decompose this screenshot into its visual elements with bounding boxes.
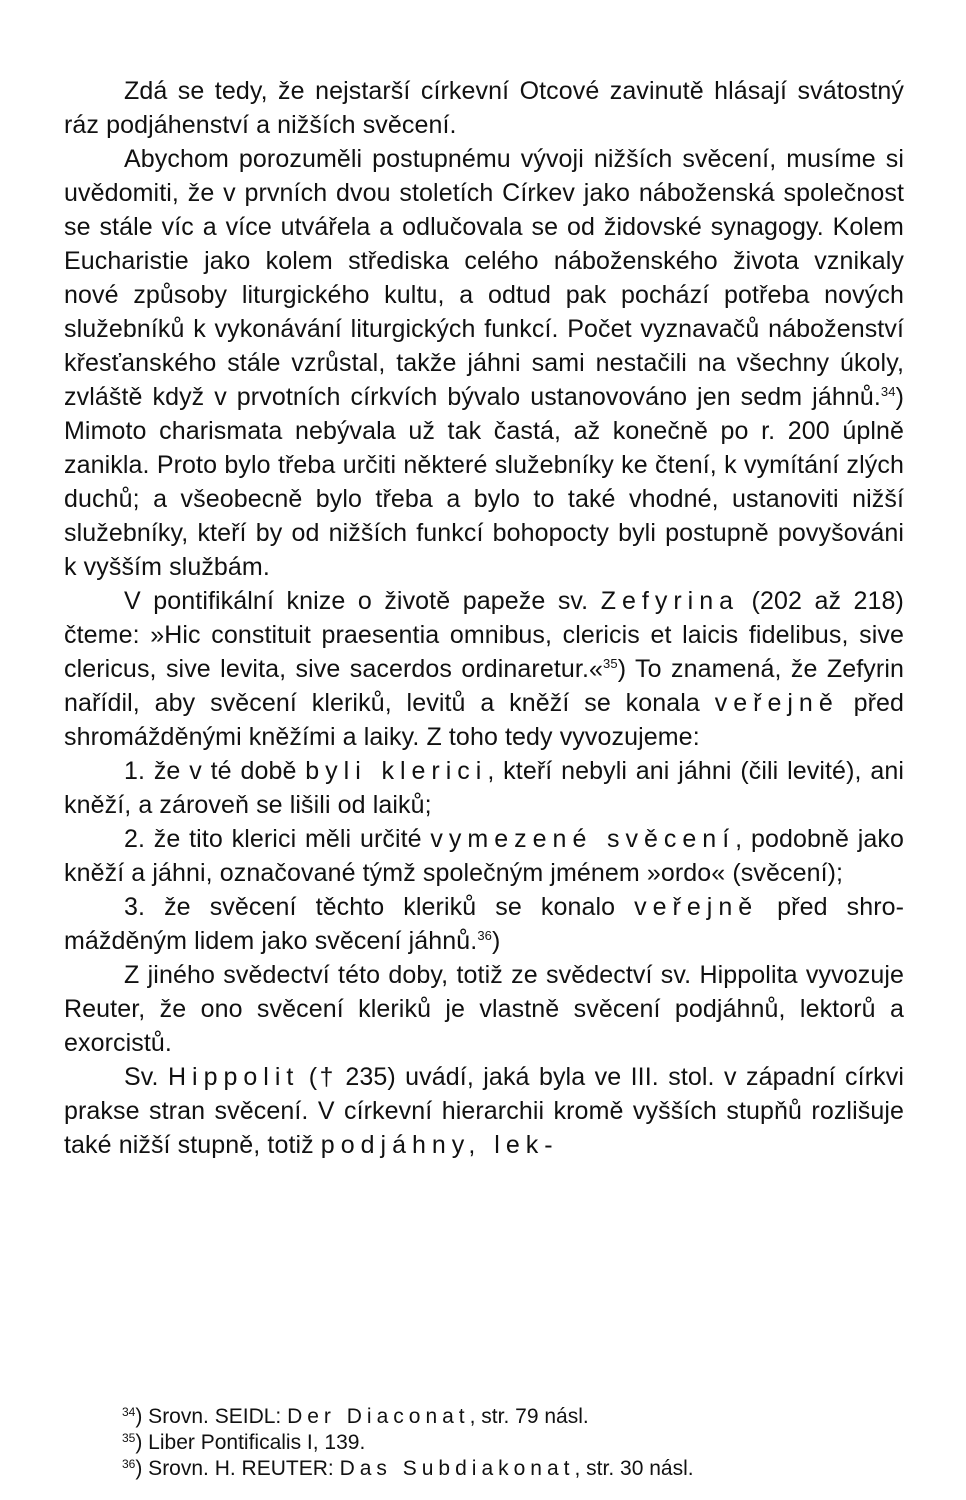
emphasized-text: Zefyrina — [600, 587, 740, 615]
text-run: , podobně jako kněží a jáhni, označované týmž společným jménem »ordo« (svěcení); — [64, 825, 904, 887]
footnote — [122, 1456, 882, 1482]
emphasized-text: vymezené svěcení — [430, 825, 736, 853]
text-run: ) Srovn. SEIDL: — [135, 1405, 288, 1428]
text-run: , kteří nebyli ani jáhni (čili levité), ani kněží, a zároveň se lišili od laiků; — [64, 757, 904, 819]
emphasized-text: Hippolit — [167, 1063, 300, 1091]
paragraph — [64, 74, 904, 142]
paragraph — [64, 1060, 904, 1162]
footnote-marker: 34 — [880, 384, 896, 399]
footnote-marker: 36 — [122, 1457, 136, 1471]
text-run: Zdá se tedy, že nejstarší církevní Otcové zavinutě hlásají svátostný ráz podjáhenství a nižších svěcení. — [64, 77, 904, 139]
paragraph — [64, 958, 904, 1060]
text-run: 3. že svěcení těchto kleriků se konalo — [124, 893, 635, 921]
text-run: Sv. — [124, 1063, 168, 1091]
list-item-1 — [64, 754, 904, 822]
text-run: ) Liber Pontificalis I, 139. — [135, 1431, 366, 1454]
list-item-2 — [64, 822, 904, 890]
text-run: před shromážděným lidem jako svěcení jáhnů. — [64, 893, 904, 955]
text-run: ) To znamená, že Zefyrin nařídil, aby svěcení kleriků, levitů a kněží se konala — [64, 655, 904, 717]
emphasized-text: Das Subdiakonat — [339, 1457, 575, 1480]
footnote — [122, 1430, 882, 1456]
emphasized-text: podjáhny, lek- — [320, 1131, 559, 1159]
text-run: 1. že v té době — [124, 757, 306, 785]
footnote-marker: 34 — [122, 1405, 136, 1419]
emphasized-text: byli klerici — [305, 757, 488, 785]
footnotes — [122, 1404, 882, 1482]
text-run: ) Srovn. H. REUTER: — [135, 1457, 340, 1480]
text-run: ) — [492, 927, 501, 955]
text-run: (202 až 218) čteme: »Hic constituit praesentia omnibus, clericis et laicis fidelibus, sive clericus, sive levita, sive sacerdos ordinaretur.« — [64, 587, 904, 683]
paragraph — [64, 584, 904, 754]
text-run: , str. 79 násl. — [469, 1405, 589, 1428]
footnote-marker: 36 — [477, 928, 492, 943]
footnote — [122, 1404, 882, 1430]
paragraph — [64, 142, 904, 584]
text-run: před shromážděnými kněžími a laiky. Z toho tedy vyvozujeme: — [64, 689, 905, 751]
text-run: Z jiného svědectví této doby, totiž ze svědectví sv. Hippolita vyvozuje Reuter, že ono svěcení kleriků je vlastně svěcení podjáhnů, lektorů a exorcistů. — [64, 961, 904, 1057]
text-run: ) Mimoto charismata nebývala už tak častá, až konečně po r. 200 úplně zanikla. Proto bylo třeba určiti některé služebníky ke čtení, k vymítání zlých duchů; a všeobecně bylo třeba a bylo to také vhodné, ustanoviti nižší služebníky, kteří by od nižších funkcí bohopocty byli postupně povyšováni k vyšším službám. — [64, 383, 904, 581]
emphasized-text: veřejně — [634, 893, 759, 921]
footnote-marker: 35 — [122, 1431, 136, 1445]
text-run: , str. 30 násl. — [574, 1457, 694, 1480]
text-run: V pontifikální knize o životě papeže sv. — [124, 587, 601, 615]
emphasized-text: veřejně — [714, 689, 839, 717]
emphasized-text: Der Diaconat — [287, 1405, 470, 1428]
page-body — [64, 74, 904, 1162]
text-run: 2. že tito klerici měli určité — [124, 825, 431, 853]
footnote-marker: 35 — [603, 656, 618, 671]
text-run: Abychom porozuměli postupnému vývoji nižších svěcení, musíme si uvědomiti, že v prvních dvou stoletích Církev jako náboženská společnost se stále víc a více utvářela a odlučovala se od židovské synagogy. Kolem Eucharistie jako kolem střediska celého náboženského života vznikaly nové způsoby liturgického kultu, a odtud pak pochází potřeba nových služebníků k vykonávání liturgických funkcí. Počet vyznavačů náboženství křesťanského stále vzrůstal, takže jáhni sami nestačili na všechny úkoly, zvláště když v prvotních církvích bývalo ustanovováno jen sedm jáhnů. — [64, 145, 904, 411]
list-item-3 — [64, 890, 904, 958]
text-run: († 235) uvádí, jaká byla ve III. stol. v západní církvi prakse stran svěcení. V církevní hierarchii kromě vyšších stupňů rozlišuje také nižší stupně, totiž — [64, 1063, 904, 1159]
